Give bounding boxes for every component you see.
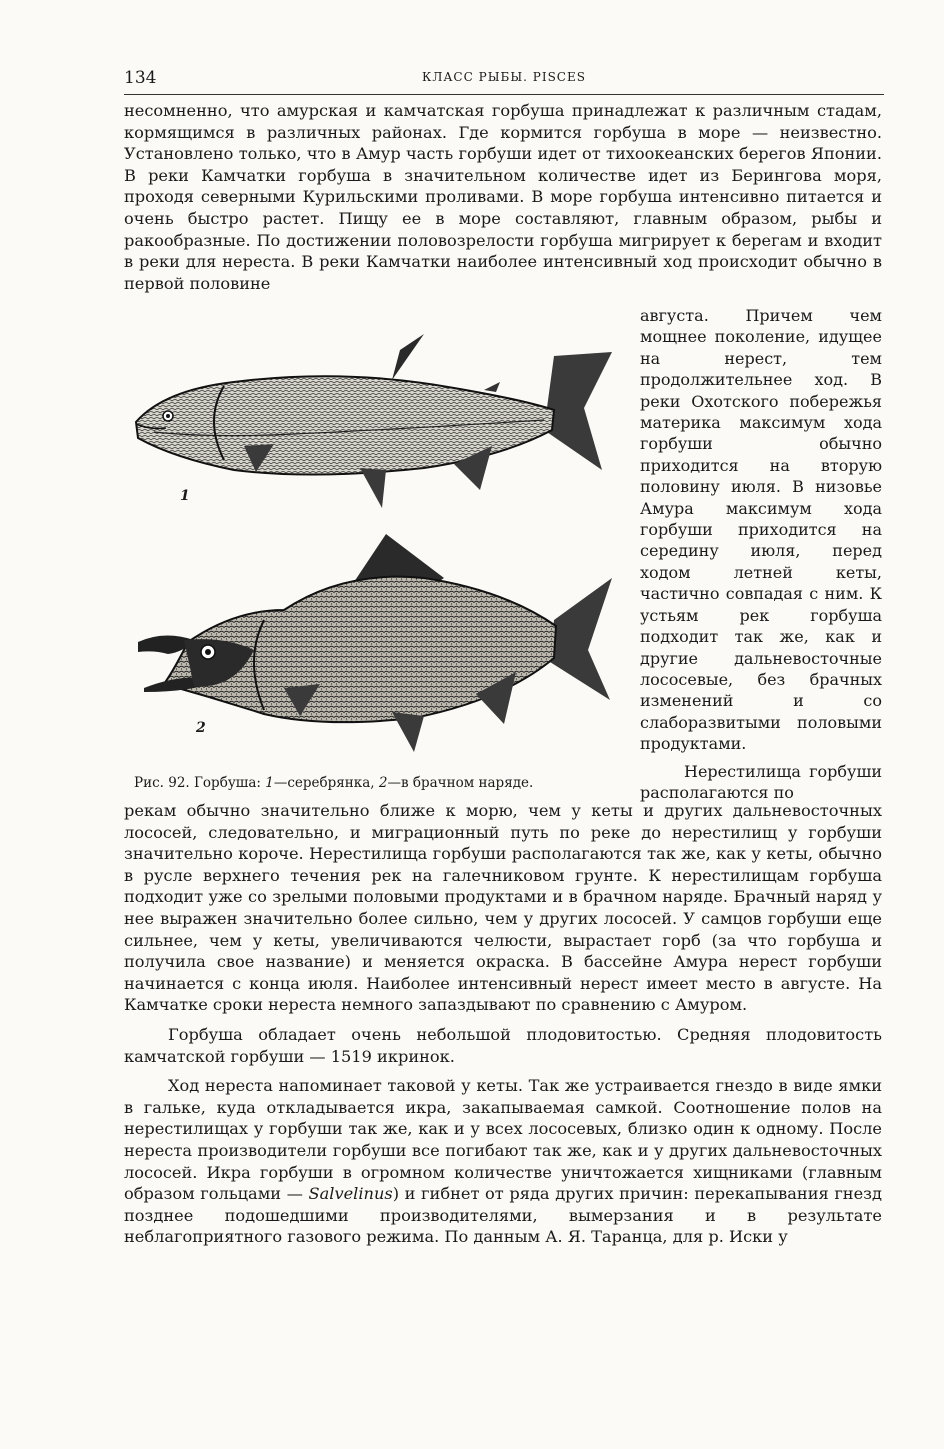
- figure-caption: [134, 775, 533, 791]
- latin-name: Salvelinus: [308, 1184, 393, 1204]
- para-spawn-b: ) и гибнет от ряда других причин: перекапывания гнезд позднее подошедшими производителями, вымерзания и в результате неблагоприятного газового режима. По данным А. Я. Таранца, для р. Иски у: [124, 1184, 882, 1247]
- bottom-cont: рекам обычно значительно ближе к морю, чем у кеты и других дальневосточных лососей, следовательно, и миграционный путь по реке до нерестилищ у горбуши значительно короче. Нерестилища горбуши располагаются так же, как у кеты, обычно в русле верхнего течения рек на галечниковом грунте. К нерестилищам горбуша подходит уже со зрелыми половыми продуктами и в брачном наряде. Брачный наряд у нее выражен значительно более сильно, чем у других лососей. У самцов горбуши еще сильнее, чем у кеты, увеличиваются челюсти, вырастает горб (за что горбуша и получила свое название) и меняется окраска. В бассейне Амура нерест горбуши начинается с конца июля. Наиболее интенсивный нерест имеет место в августе. На Камчатке сроки нереста немного запаздывают по сравнению с Амуром.: [124, 801, 882, 1015]
- figure-label-2: 2: [196, 720, 206, 736]
- tail-fin-2: [550, 578, 612, 700]
- bottom-paragraphs: [124, 800, 882, 1248]
- column-text-2: Нерестилища горбуши располагаются по: [640, 761, 882, 802]
- caption-text-2: —в брачном наряде.: [387, 775, 534, 791]
- para-fecundity: Горбуша обладает очень небольшой плодовитостью. Средняя плодовитость камчатской горбуши — 1519 икринок.: [124, 1024, 882, 1066]
- right-column-text: [640, 305, 882, 803]
- para-spawn-a: Ход нереста напоминает таковой у кеты. Так же устраивается гнездо в виде ямки в гальке, куда откладывается икра, закапываемая самкой. Соотношение полов на нерестилищах у горбуши так же, как и у всех лососевых, близко один к одному. После нереста производители горбуши все погибают так же, как и у других дальневосточных лососей. Икра горбуши в огромном количестве уничтожается хищниками (главным образом гольцами —: [124, 1076, 882, 1204]
- caption-num-1: 1: [265, 775, 274, 791]
- caption-num-2: 2: [378, 775, 388, 791]
- page-number: 134: [124, 68, 157, 88]
- figure-92: [124, 320, 624, 790]
- dorsal-fin-1: [392, 334, 424, 380]
- top-text: несомненно, что амурская и камчатская горбуша принадлежат к различным стадам, кормящимся в различных районах. Где кормится горбуша в море — неизвестно. Установлено только, что в Амур часть горбуши идет от тихоокеанских берегов Японии. В реки Камчатки горбуша в значительном количестве идет из Берингова моря, проходя северными Курильскими проливами. В море горбуша интенсивно питается и очень быстро растет. Пищу ее в море составляют, главным образом, рыбы и ракообразные. По достижении половозрелости горбуша мигрирует к берегам и входит в реки для нереста. В реки Камчатки наиболее интенсивный ход происходит обычно в первой половине: [124, 101, 882, 293]
- fish-illustration: [124, 320, 624, 770]
- page-header: [124, 66, 884, 95]
- caption-text-1: —серебрянка,: [273, 775, 375, 791]
- para-spawn: [124, 1075, 882, 1248]
- fish-2-breeding: [138, 534, 612, 752]
- top-paragraph: [124, 100, 882, 294]
- column-text: августа. Причем чем мощнее поколение, идущее на нерест, тем продолжительнее ход. В реки Охотского побережья материка максимум хода горбуши обычно приходится на вторую половину июля. В низовье Амура максимум хода горбуши приходится на середину июля, перед ходом летней кеты, частично совпадая с ним. К устьям рек горбуша подходит так же, как и другие дальневосточные лососевые, без брачных изменений и со слаборазвитыми половыми продуктами.: [640, 306, 882, 754]
- caption-prefix: Рис. 92. Горбуша:: [134, 775, 261, 791]
- figure-label-1: 1: [180, 488, 190, 504]
- running-title: КЛАСС РЫБЫ. PISCES: [422, 70, 586, 84]
- fish-1-silver: [136, 334, 612, 508]
